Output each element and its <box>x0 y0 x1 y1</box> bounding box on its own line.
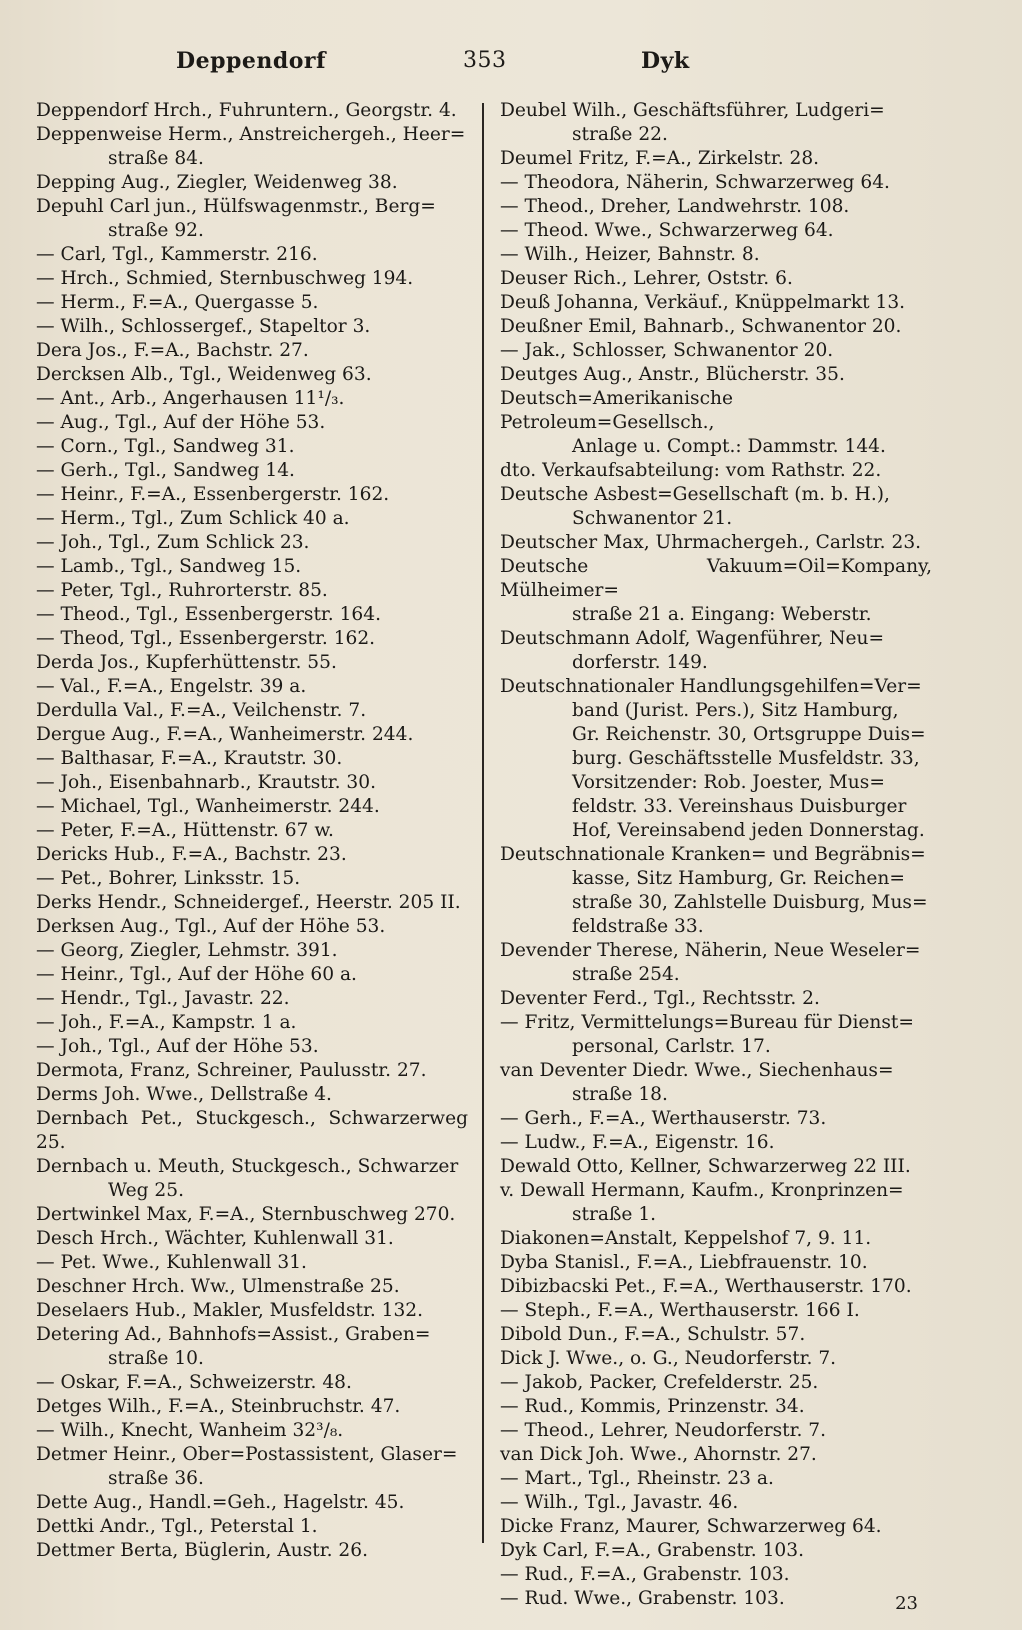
directory-entry-line: Deumel Fritz, F.=A., Zirkelstr. 28. <box>500 148 820 169</box>
entry-continuation-line: straße 84. <box>108 148 204 169</box>
directory-entry-line: Deubel Wilh., Geschäftsführer, Ludgeri= <box>500 100 885 121</box>
entry-continuation-line: straße 18. <box>572 1084 668 1105</box>
directory-entry-line: Deuser Rich., Lehrer, Oststr. 6. <box>500 268 793 289</box>
left-column <box>36 99 468 1563</box>
directory-entry-line: — Peter, F.=A., Hüttenstr. 67 w. <box>36 820 334 841</box>
entry-continuation-line: Hof, Vereinsabend jeden Donnerstag. <box>572 820 925 841</box>
entry-continuation-line: band (Jurist. Pers.), Sitz Hamburg, <box>572 700 899 721</box>
directory-entry-line: dto. Verkaufsabteilung: vom Rathstr. 22. <box>500 460 882 481</box>
directory-entry-line: van Deventer Diedr. Wwe., Siechenhaus= <box>500 1060 894 1081</box>
entry-continuation-line: Anlage u. Compt.: Dammstr. 144. <box>572 436 886 457</box>
directory-entry-line: Dibold Dun., F.=A., Schulstr. 57. <box>500 1324 806 1345</box>
entry-continuation-line: straße 22. <box>572 124 668 145</box>
directory-entry-line: Deutsche Vakuum=Oil=Kompany, Mülheimer= <box>500 556 932 601</box>
directory-entry-line: — Oskar, F.=A., Schweizerstr. 48. <box>36 1372 352 1393</box>
directory-entry-line: — Joh., Tgl., Auf der Höhe 53. <box>36 1036 319 1057</box>
directory-entry-line: — Pet. Wwe., Kuhlenwall 31. <box>36 1252 307 1273</box>
directory-entry-line: — Heinr., Tgl., Auf der Höhe 60 a. <box>36 964 357 985</box>
entry-continuation-line: straße 21 a. Eingang: Weberstr. <box>572 604 872 625</box>
directory-entry-line: — Rud. Wwe., Grabenstr. 103. <box>500 1588 785 1609</box>
entry-continuation-line: Schwanentor 21. <box>572 508 733 529</box>
entry-continuation-line: burg. Geschäftsstelle Musfeldstr. 33, <box>572 748 920 769</box>
directory-entry-line: — Wilh., Heizer, Bahnstr. 8. <box>500 244 760 265</box>
directory-entry-line: — Aug., Tgl., Auf der Höhe 53. <box>36 412 326 433</box>
directory-entry-line: — Georg, Ziegler, Lehmstr. 391. <box>36 940 338 961</box>
entry-continuation-line: straße 92. <box>108 220 204 241</box>
directory-entry-line: — Wilh., Tgl., Javastr. 46. <box>500 1492 739 1513</box>
directory-entry-line: Diakonen=Anstalt, Keppelshof 7, 9. 11. <box>500 1228 872 1249</box>
directory-entry-line: Deutschmann Adolf, Wagenführer, Neu= <box>500 628 885 649</box>
directory-entry-line: Detmer Heinr., Ober=Postassistent, Glaser= <box>36 1444 458 1465</box>
directory-entry-line: Dettki Andr., Tgl., Peterstal 1. <box>36 1516 318 1537</box>
directory-entry-line: Derda Jos., Kupferhüttenstr. 55. <box>36 652 337 673</box>
directory-entry-line: Dericks Hub., F.=A., Bachstr. 23. <box>36 844 347 865</box>
directory-entry-line: — Peter, Tgl., Ruhrorterstr. 85. <box>36 580 328 601</box>
entry-continuation-line: Weg 25. <box>108 1180 184 1201</box>
directory-entry-line: — Ant., Arb., Angerhausen 11¹/₃. <box>36 388 345 409</box>
directory-entry-line: Depuhl Carl jun., Hülfswagenmstr., Berg= <box>36 196 436 217</box>
directory-entry-line: — Joh., F.=A., Kampstr. 1 a. <box>36 1012 297 1033</box>
directory-entry-line: — Jak., Schlosser, Schwanentor 20. <box>500 340 834 361</box>
entry-continuation-line: straße 36. <box>108 1468 204 1489</box>
directory-entry-line: — Theod, Tgl., Essenbergerstr. 162. <box>36 628 376 649</box>
directory-entry-line: Detges Wilh., F.=A., Steinbruchstr. 47. <box>36 1396 401 1417</box>
directory-entry-line: Deußner Emil, Bahnarb., Schwanentor 20. <box>500 316 902 337</box>
directory-entry-line: Dernbach Pet., Stuckgesch., Schwarzerweg 25. <box>36 1108 468 1153</box>
directory-entry-line: Detering Ad., Bahnhofs=Assist., Graben= <box>36 1324 431 1345</box>
directory-entry-line: Dernbach u. Meuth, Stuckgesch., Schwarzer <box>36 1156 459 1177</box>
directory-entry-line: — Theod., Tgl., Essenbergerstr. 164. <box>36 604 382 625</box>
entry-continuation-line: feldstr. 33. Vereinshaus Duisburger <box>572 796 907 817</box>
directory-entry-line: Derms Joh. Wwe., Dellstraße 4. <box>36 1084 332 1105</box>
directory-entry-line: — Mart., Tgl., Rheinstr. 23 a. <box>500 1468 774 1489</box>
directory-entry-line: — Wilh., Knecht, Wanheim 32³/₈. <box>36 1420 344 1441</box>
directory-entry-line: — Gerh., F.=A., Werthauserstr. 73. <box>500 1108 827 1129</box>
entry-continuation-line: straße 30, Zahlstelle Duisburg, Mus= <box>572 892 928 913</box>
directory-entry-line: Deventer Ferd., Tgl., Rechtsstr. 2. <box>500 988 820 1009</box>
running-header <box>36 48 986 82</box>
directory-entry-line: v. Dewall Hermann, Kaufm., Kronprinzen= <box>500 1180 904 1201</box>
directory-entry-line: Derks Hendr., Schneidergef., Heerstr. 205 II. <box>36 892 461 913</box>
directory-entry-line: — Balthasar, F.=A., Krautstr. 30. <box>36 748 343 769</box>
directory-entry-line: Devender Therese, Näherin, Neue Weseler= <box>500 940 921 961</box>
directory-entry-line: Dette Aug., Handl.=Geh., Hagelstr. 45. <box>36 1492 405 1513</box>
directory-entry-line: — Hrch., Schmied, Sternbuschweg 194. <box>36 268 414 289</box>
directory-entry-line: Deutsche Asbest=Gesellschaft (m. b. H.), <box>500 484 890 505</box>
directory-entry-line: Deuß Johanna, Verkäuf., Knüppelmarkt 13. <box>500 292 906 313</box>
directory-entry-line: Derksen Aug., Tgl., Auf der Höhe 53. <box>36 916 386 937</box>
directory-entry-line: Deutges Aug., Anstr., Blücherstr. 35. <box>500 364 845 385</box>
column-divider <box>482 103 484 1543</box>
entry-continuation-line: personal, Carlstr. 17. <box>572 1036 771 1057</box>
directory-entry-line: — Theodora, Näherin, Schwarzerweg 64. <box>500 172 890 193</box>
directory-entry-line: — Val., F.=A., Engelstr. 39 a. <box>36 676 307 697</box>
directory-entry-line: — Theod., Dreher, Landwehrstr. 108. <box>500 196 850 217</box>
page-number: 353 <box>463 48 507 73</box>
entry-continuation-line: kasse, Sitz Hamburg, Gr. Reichen= <box>572 868 905 889</box>
directory-entry-line: Dergue Aug., F.=A., Wanheimerstr. 244. <box>36 724 414 745</box>
directory-entry-line: Dewald Otto, Kellner, Schwarzerweg 22 III. <box>500 1156 911 1177</box>
directory-entry-line: Deutscher Max, Uhrmachergeh., Carlstr. 23. <box>500 532 922 553</box>
directory-entry-line: — Hendr., Tgl., Javastr. 22. <box>36 988 290 1009</box>
directory-entry-line: — Pet., Bohrer, Linksstr. 15. <box>36 868 301 889</box>
entry-continuation-line: Gr. Reichenstr. 30, Ortsgruppe Duis= <box>572 724 926 745</box>
directory-entry-line: Dyk Carl, F.=A., Grabenstr. 103. <box>500 1540 804 1561</box>
directory-entry-line: — Joh., Eisenbahnarb., Krautstr. 30. <box>36 772 377 793</box>
directory-entry-line: — Corn., Tgl., Sandweg 31. <box>36 436 295 457</box>
directory-entry-line: Deschner Hrch. Ww., Ulmenstraße 25. <box>36 1276 400 1297</box>
entry-continuation-line: dorferstr. 149. <box>572 652 708 673</box>
directory-entry-line: Deppenweise Herm., Anstreichergeh., Heer= <box>36 124 466 145</box>
directory-entry-line: — Herm., Tgl., Zum Schlick 40 a. <box>36 508 350 529</box>
directory-entry-line: Dercksen Alb., Tgl., Weidenweg 63. <box>36 364 372 385</box>
directory-entry-line: Deutsch=Amerikanische Petroleum=Gesellsch., <box>500 388 733 433</box>
directory-entry-line: — Gerh., Tgl., Sandweg 14. <box>36 460 295 481</box>
directory-entry-line: Dick J. Wwe., o. G., Neudorferstr. 7. <box>500 1348 837 1369</box>
directory-entry-line: — Rud., F.=A., Grabenstr. 103. <box>500 1564 790 1585</box>
directory-entry-line: Deutschnationale Kranken= und Begräbnis= <box>500 844 926 865</box>
directory-entry-line: — Jakob, Packer, Crefelderstr. 25. <box>500 1372 819 1393</box>
directory-entry-line: — Theod. Wwe., Schwarzerweg 64. <box>500 220 834 241</box>
entry-continuation-line: straße 254. <box>572 964 680 985</box>
directory-entry-line: — Ludw., F.=A., Eigenstr. 16. <box>500 1132 775 1153</box>
directory-entry-line: — Steph., F.=A., Werthauserstr. 166 I. <box>500 1300 860 1321</box>
sheet-number: 23 <box>895 1593 918 1614</box>
directory-entry-line: — Theod., Lehrer, Neudorferstr. 7. <box>500 1420 827 1441</box>
directory-entry-line: — Herm., F.=A., Quergasse 5. <box>36 292 319 313</box>
directory-entry-line: Dera Jos., F.=A., Bachstr. 27. <box>36 340 309 361</box>
directory-entry-line: van Dick Joh. Wwe., Ahornstr. 27. <box>500 1444 817 1465</box>
directory-entry-line: — Wilh., Schlossergef., Stapeltor 3. <box>36 316 371 337</box>
directory-entry-line: Dyba Stanisl., F.=A., Liebfrauenstr. 10. <box>500 1252 868 1273</box>
directory-entry-line: Derdulla Val., F.=A., Veilchenstr. 7. <box>36 700 367 721</box>
directory-entry-line: — Rud., Kommis, Prinzenstr. 34. <box>500 1396 805 1417</box>
entry-continuation-line: straße 1. <box>572 1204 657 1225</box>
header-right-keyword: Dyk <box>641 48 690 74</box>
header-left-keyword: Deppendorf <box>176 48 326 74</box>
directory-entry-line: Dertwinkel Max, F.=A., Sternbuschweg 270. <box>36 1204 456 1225</box>
directory-entry-line: Deppendorf Hrch., Fuhruntern., Georgstr. 4. <box>36 100 457 121</box>
right-column <box>500 99 932 1611</box>
directory-entry-line: — Joh., Tgl., Zum Schlick 23. <box>36 532 310 553</box>
directory-entry-line: Depping Aug., Ziegler, Weidenweg 38. <box>36 172 398 193</box>
directory-entry-line: — Fritz, Vermittelungs=Bureau für Dienst= <box>500 1012 914 1033</box>
directory-entry-line: Deselaers Hub., Makler, Musfeldstr. 132. <box>36 1300 424 1321</box>
directory-entry-line: Dermota, Franz, Schreiner, Paulusstr. 27. <box>36 1060 427 1081</box>
directory-entry-line: — Carl, Tgl., Kammerstr. 216. <box>36 244 318 265</box>
directory-entry-line: Dicke Franz, Maurer, Schwarzerweg 64. <box>500 1516 882 1537</box>
entry-continuation-line: feldstraße 33. <box>572 916 704 937</box>
directory-entry-line: Dettmer Berta, Büglerin, Austr. 26. <box>36 1540 368 1561</box>
directory-entry-line: Desch Hrch., Wächter, Kuhlenwall 31. <box>36 1228 394 1249</box>
directory-entry-line: Deutschnationaler Handlungsgehilfen=Ver= <box>500 676 922 697</box>
entry-continuation-line: straße 10. <box>108 1348 204 1369</box>
directory-entry-line: Dibizbacski Pet., F.=A., Werthauserstr. 170. <box>500 1276 912 1297</box>
entry-continuation-line: Vorsitzender: Rob. Joester, Mus= <box>572 772 885 793</box>
directory-entry-line: — Michael, Tgl., Wanheimerstr. 244. <box>36 796 380 817</box>
directory-entry-line: — Heinr., F.=A., Essenbergerstr. 162. <box>36 484 390 505</box>
directory-entry-line: — Lamb., Tgl., Sandweg 15. <box>36 556 302 577</box>
